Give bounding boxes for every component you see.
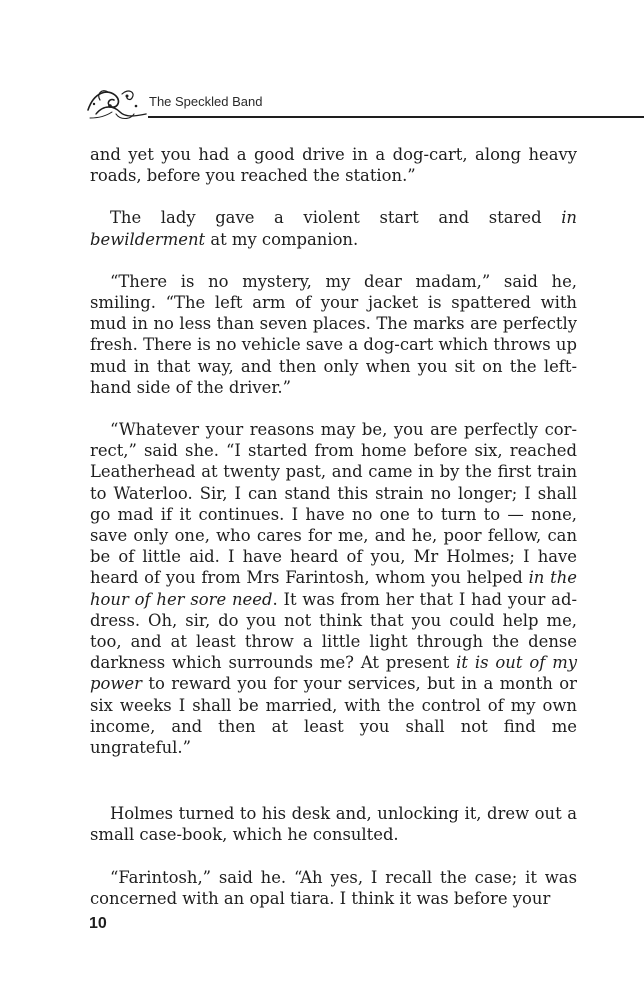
body-text [90, 144, 577, 909]
paragraph-4: “Whatever your reasons may be, you are perfectly correct,” said she. “I started from home before six, reached Leatherhead at twenty past, and came in by the first train to Waterloo. Sir, I can stand this strain no longer; I shall go mad if it continues. I have no one to turn to — none, save only one, who cares for me, and he, poor fellow, can be of little aid. I have heard of you, Mr Holmes; I have heard of you from Mrs Farintosh, whom you helped in the hour of her sore need. It was from her that I had your address. Oh, sir, do you not think that you could help me, too, and at least throw a little light through the dense darkness which surrounds me? At present it is out of my power to reward you for your services, but in a month or six weeks I shall be married, with the control of my own income, and then at least you shall not find me ungrateful.” [90, 420, 578, 758]
flourish-ornament-icon [86, 84, 150, 122]
paragraph-6: “Farintosh,” said he. “Ah yes, I recall the case; it was concerned with an opal tiara. I think it was before your [90, 867, 577, 908]
italic-phrase: it is out of my power [90, 653, 578, 694]
running-title: The Speckled Band [149, 94, 263, 109]
page-number: 10 [89, 915, 107, 932]
italic-phrase: in the hour of her sore need [90, 568, 577, 609]
paragraph-1: and yet you had a good drive in a dog-cart, along heavy roads, before you reached the station.” [90, 145, 577, 186]
italic-phrase: in bewilderment [90, 208, 577, 249]
paragraph-3: “There is no mystery, my dear madam,” said he, smiling. “The left arm of your jacket is spattered with mud in no less than seven places. The marks are perfectly fresh. There is no vehicle save a dog-cart which throws up mud in that way, and then only when you sit on the left-hand side of the driver.” [90, 271, 577, 397]
paragraph-5: Holmes turned to his desk and, unlocking it, drew out a small case-book, which he consulted. [90, 804, 577, 845]
paragraph-2: The lady gave a violent start and stared in bewilderment at my companion. [90, 208, 577, 249]
header-rule [148, 116, 644, 118]
running-header [86, 84, 644, 124]
